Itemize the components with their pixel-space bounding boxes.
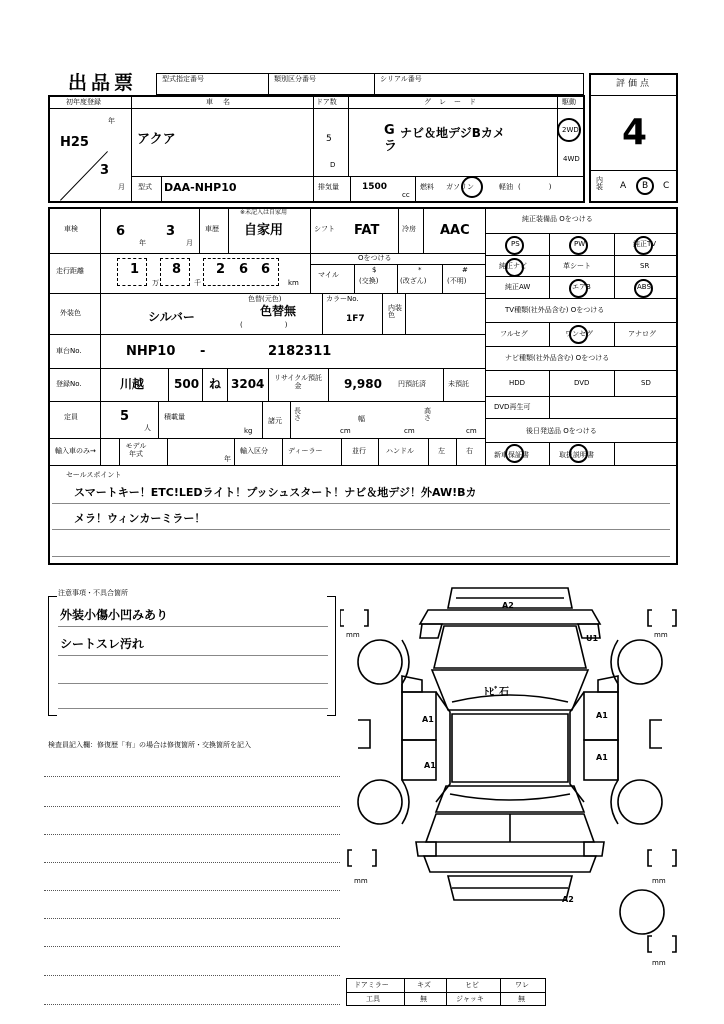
chassis-label: 車台No. [56, 347, 82, 355]
car-damage-diagram [340, 580, 690, 980]
mileage-km-unit: km [288, 279, 299, 287]
drive-2wd: 2WD [562, 126, 579, 134]
shift-value: FAT [354, 223, 380, 238]
model-year-unit: 年 [224, 455, 231, 463]
grade-label: グレード [424, 98, 484, 106]
notes-bracket-right [327, 596, 336, 716]
nav-hdd: HDD [509, 379, 526, 387]
import-type-label: 輸入区分 [240, 447, 268, 455]
ac-value: AAC [440, 223, 470, 238]
option-leather: 革シート [563, 262, 591, 270]
option-navi-circle [505, 258, 524, 277]
table-header-door-mirror: ドアミラー [354, 981, 389, 989]
fuel-label: 燃料 [420, 183, 434, 191]
inspection-year: 6 [116, 224, 126, 239]
model-year-label: モデル年式 [125, 442, 147, 458]
height-label: 高さ [424, 407, 431, 422]
history-value: 自家用 [244, 223, 284, 238]
option-pw: PW [574, 240, 586, 248]
mileage-circle-note: Oをつける [358, 254, 392, 262]
color-no-label: カラーNo. [326, 295, 359, 303]
option-ps: PS [511, 240, 520, 248]
dvd-playback: DVD再生可 [494, 403, 531, 411]
repaint-label: 色替(元色) [248, 295, 282, 303]
capacity-label: 定員 [64, 413, 78, 421]
options-title: 純正装備品 Oをつける [522, 215, 593, 223]
sales-point-label: セールスポイント [66, 471, 122, 479]
inspector-label: 検査員記入欄：修復歴「有」の場合は修復箇所・交換箇所を記入 [48, 741, 251, 749]
registration-label: 登録No. [56, 380, 82, 388]
option-abs-circle [634, 279, 653, 298]
exterior-color-value: シルバー [148, 310, 195, 324]
table-header-crack: ヒビ [465, 981, 479, 989]
model-label: 型式 [138, 183, 152, 191]
nav-type-title: ナビ種類(社外品含む) Oをつける [505, 354, 610, 362]
fuel-other: ( ) [518, 183, 552, 191]
import-only-label: 輸入車のみ→ [55, 447, 96, 455]
score-label: 評価点 [616, 79, 653, 89]
capacity-value: 5 [120, 409, 130, 424]
insp-month-unit: 月 [186, 239, 193, 247]
door-d: D [330, 161, 336, 169]
option-airbag-circle [569, 279, 588, 298]
dims-label: 諸元 [268, 417, 282, 425]
sales-point-line-2: メラ！ウィンカーミラー！ [74, 512, 206, 525]
registration-city: 川越 [120, 377, 145, 391]
import-parallel: 並行 [352, 447, 366, 455]
notes-line-1: 外装小傷小凹みあり [60, 608, 169, 622]
interior-b: B [642, 181, 649, 191]
tv-analog: アナログ [628, 330, 656, 338]
form-number-label: 型式指定番号 [162, 75, 204, 83]
mileage-sen-unit: 千 [194, 279, 201, 287]
capacity-unit: 人 [144, 424, 151, 432]
mileage-unknown-symbol: # [462, 266, 468, 274]
option-sr: SR [640, 262, 650, 270]
chassis-prefix: NHP10 [126, 344, 176, 359]
option-tv: 純正TV [633, 240, 657, 248]
tv-fullseg: フルセグ [500, 330, 528, 338]
form-title: 出品票 [68, 72, 138, 94]
door-count-value: 5 [326, 134, 332, 144]
interior-color-label: 内装色 [388, 304, 402, 319]
recycle-value: 9,980 [344, 377, 382, 391]
registration-number: 3204 [231, 377, 265, 391]
displacement-label: 排気量 [318, 183, 339, 191]
displacement-value: 1500 [362, 182, 388, 192]
interior-grade-label: 内装 [596, 176, 603, 191]
mileage-digit-4: 6 [239, 262, 249, 277]
notes-bracket-left [48, 596, 57, 716]
mileage-digit-5: 6 [261, 262, 271, 277]
deposit-not: 未預託 [448, 380, 469, 388]
mileage-altered-symbol: * [418, 266, 422, 274]
interior-c: C [663, 181, 670, 191]
color-no-value: 1F7 [346, 314, 365, 324]
handle-left: 左 [438, 447, 445, 455]
mm-label-spare: mm [652, 959, 666, 967]
recycle-label: リサイクル預託金 [273, 374, 323, 391]
class-number-label: 類別区分番号 [274, 75, 316, 83]
grade-value: ナビ＆地デジBカメ [400, 126, 505, 140]
height-cm: cm [466, 427, 477, 435]
car-name-label: 車名 [206, 98, 240, 106]
insp-year-unit: 年 [139, 239, 146, 247]
interior-a: A [620, 181, 627, 191]
registration-kana: ね [209, 377, 222, 391]
nav-dvd: DVD [574, 379, 590, 387]
mm-label-front-right: mm [654, 631, 668, 639]
notes-label: 注意事項・不具合箇所 [58, 589, 128, 597]
length-cm: cm [340, 427, 351, 435]
mileage-mile: マイル [318, 271, 339, 279]
later-title: 後日発送品 Oをつける [526, 427, 597, 435]
fuel-gasoline-circle [461, 176, 483, 198]
chassis-number: 2182311 [268, 344, 332, 359]
history-label: 車歴 [205, 225, 219, 233]
mileage-man-unit: 万 [152, 279, 159, 287]
score-value: 4 [622, 112, 648, 153]
drive-4wd: 4WD [563, 155, 580, 163]
damage-mark-windshield: ﾄﾋﾞ石 [484, 687, 509, 698]
id-number-box [156, 73, 584, 95]
grade-g: G [384, 123, 395, 138]
mileage-digit-1: 1 [130, 262, 140, 277]
damage-mark-right-rear-door: A1 [596, 753, 608, 762]
first-reg-month: 3 [100, 163, 110, 178]
mm-label-front-left: mm [346, 631, 360, 639]
first-reg-label: 初年度登録 [66, 98, 101, 106]
later-manual-circle [569, 444, 588, 463]
option-navi: 純正ナビ [499, 262, 527, 270]
history-note: ※未記入は自家用 [240, 209, 288, 216]
later-manual: 取扱説明書 [559, 451, 594, 459]
fuel-diesel: 軽油 [499, 183, 513, 191]
option-pw-circle [569, 236, 588, 255]
mileage-exchanged: (交換) [359, 277, 379, 285]
grade-ra: ラ [384, 139, 398, 154]
deposit-done: 円預託済 [398, 380, 426, 388]
option-aw: 純正AW [505, 283, 531, 291]
load-kg-unit: kg [244, 427, 253, 435]
fuel-gasoline: ガソリン [446, 183, 474, 191]
sales-point-line-1: スマートキー！ETC!LEDライト！プッシュスタート！ナビ＆地デジ！外AW!Bカ [74, 486, 477, 499]
damage-mark-front-right: U1 [586, 634, 599, 643]
exterior-color-label: 外装色 [60, 309, 81, 317]
table-header-break: ワレ [515, 981, 529, 989]
chassis-dash: - [200, 344, 206, 359]
first-reg-year: H25 [60, 135, 89, 150]
later-warranty-circle [505, 444, 524, 463]
repaint-value: 色替無 [260, 304, 297, 318]
option-abs: ABS [637, 283, 651, 291]
length-label: 長さ [294, 407, 301, 422]
inspection-month: 3 [166, 224, 176, 239]
table-header-scratch: キズ [417, 981, 431, 989]
model-value: DAA-NHP10 [164, 181, 237, 194]
drive-2wd-circle [557, 118, 581, 142]
year-unit: 年 [108, 117, 115, 125]
width-label: 幅 [358, 415, 365, 423]
month-unit: 月 [118, 183, 125, 191]
tv-oneseg-circle [569, 325, 588, 344]
mileage-digit-2: 8 [172, 262, 182, 277]
ac-label: 冷房 [402, 225, 416, 233]
damage-mark-rear-bumper: A2 [562, 895, 574, 904]
load-label: 積載量 [164, 413, 185, 421]
import-dealer: ディーラー [288, 447, 323, 455]
handle-label: ハンドル [386, 447, 414, 455]
handle-right: 右 [466, 447, 473, 455]
table-value-tools-status: 無 [420, 995, 427, 1003]
inspection-label: 車検 [64, 225, 78, 233]
damage-mark-left-front-door: A1 [422, 715, 434, 724]
table-value-tools: 工具 [366, 995, 380, 1003]
shift-label: シフト [314, 225, 335, 233]
damage-mark-right-front-door: A1 [596, 711, 608, 720]
mileage-digit-3: 2 [216, 262, 226, 277]
table-value-jack-status: 無 [518, 995, 525, 1003]
repaint-original: ( ) [240, 321, 288, 329]
tv-oneseg: ワンセグ [565, 330, 593, 338]
option-ps-circle [505, 236, 524, 255]
door-count-label: ドア数 [316, 98, 337, 106]
serial-number-label: シリアル番号 [380, 75, 422, 83]
width-cm: cm [404, 427, 415, 435]
nav-sd: SD [641, 379, 651, 387]
mileage-unknown: (不明) [447, 277, 467, 285]
mm-label-rear-left: mm [354, 877, 368, 885]
option-tv-circle [634, 236, 653, 255]
car-name-value: アクア [137, 132, 176, 147]
cc-unit: cc [402, 191, 410, 199]
option-airbag: エアB [572, 283, 591, 291]
damage-mark-left-rear-door: A1 [424, 761, 436, 770]
later-warranty: 新車保証書 [494, 451, 529, 459]
mm-label-rear-right: mm [652, 877, 666, 885]
mileage-altered: (改ざん) [400, 277, 427, 285]
registration-class: 500 [174, 377, 200, 391]
mileage-label: 走行距離 [56, 267, 84, 275]
tv-type-title: TV種類(社外品含む) Oをつける [505, 306, 605, 314]
table-value-jack: ジャッキ [456, 995, 484, 1003]
drive-label: 駆動 [562, 98, 576, 106]
interior-b-circle [636, 177, 654, 195]
damage-mark-front-bumper: A2 [502, 601, 514, 610]
mileage-exchanged-symbol: $ [372, 266, 377, 274]
notes-line-2: シートスレ汚れ [60, 637, 144, 651]
